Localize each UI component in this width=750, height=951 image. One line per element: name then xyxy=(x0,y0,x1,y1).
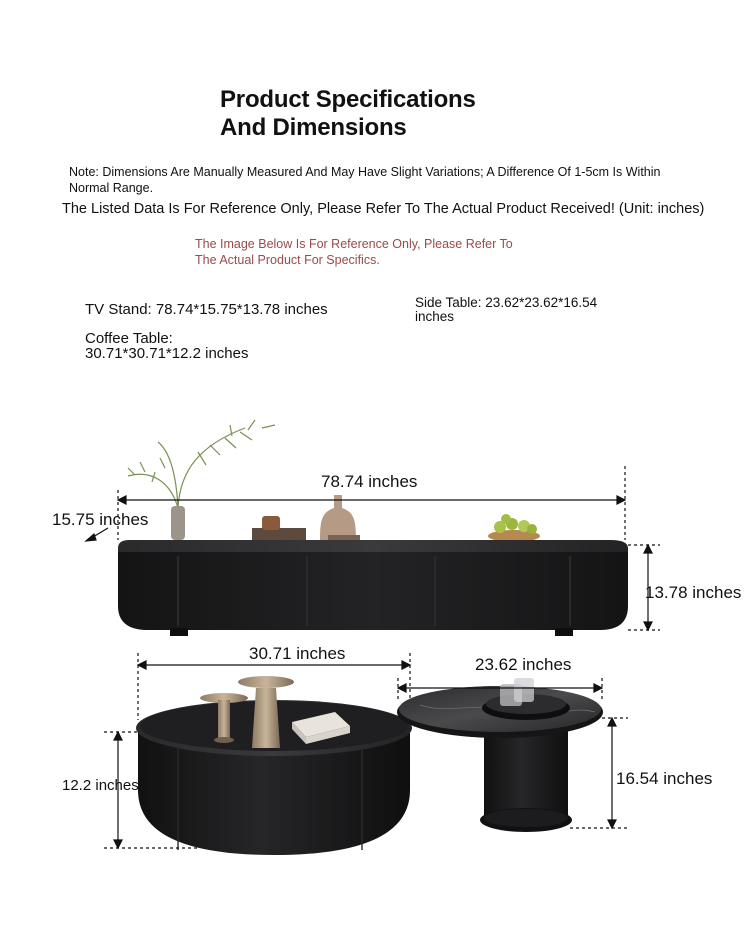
measurement-note: Note: Dimensions Are Manually Measured And May Have Slight Variations; A Difference Of 1-5cm Is Within Normal Range. xyxy=(69,165,661,195)
title-line-1: Product Specifications xyxy=(220,86,476,113)
glass-bottle-decor xyxy=(320,495,356,540)
spec-coffee-table-line-2: 30.71*30.71*12.2 inches xyxy=(85,345,249,362)
coffee-diameter-label: 30.71 inches xyxy=(249,644,346,663)
side-diameter-label: 23.62 inches xyxy=(475,655,572,674)
jar-decor xyxy=(262,516,280,530)
side-table xyxy=(397,678,603,832)
side-height-label: 16.54 inches xyxy=(616,769,713,788)
tall-bowl-decor xyxy=(238,676,294,688)
tv-stand xyxy=(118,420,628,636)
tv-depth-label: 15.75 inches xyxy=(52,510,149,529)
vase-icon xyxy=(171,506,185,540)
title-line-2: And Dimensions xyxy=(220,114,407,141)
spec-side-table-line-2: inches xyxy=(415,308,455,324)
reference-note: The Listed Data Is For Reference Only, Please Refer To The Actual Product Received! (Unit: inches) xyxy=(62,201,705,217)
spec-coffee-table-line-1: Coffee Table: xyxy=(85,330,173,347)
image-note-line-2: The Actual Product For Specifics. xyxy=(195,252,380,267)
image-note-line-1: The Image Below Is For Reference Only, Please Refer To xyxy=(195,237,513,251)
coffee-table xyxy=(136,676,412,855)
book-decor xyxy=(252,528,306,542)
tv-height-label: 13.78 inches xyxy=(645,583,742,602)
coffee-height-label: 12.2 inches xyxy=(62,777,139,794)
spec-side-table-line-1: Side Table: 23.62*23.62*16.54 xyxy=(415,295,598,310)
plant-decor xyxy=(128,420,275,508)
tv-width-label: 78.74 inches xyxy=(321,472,418,491)
spec-tv-stand: TV Stand: 78.74*15.75*13.78 inches xyxy=(85,301,328,318)
